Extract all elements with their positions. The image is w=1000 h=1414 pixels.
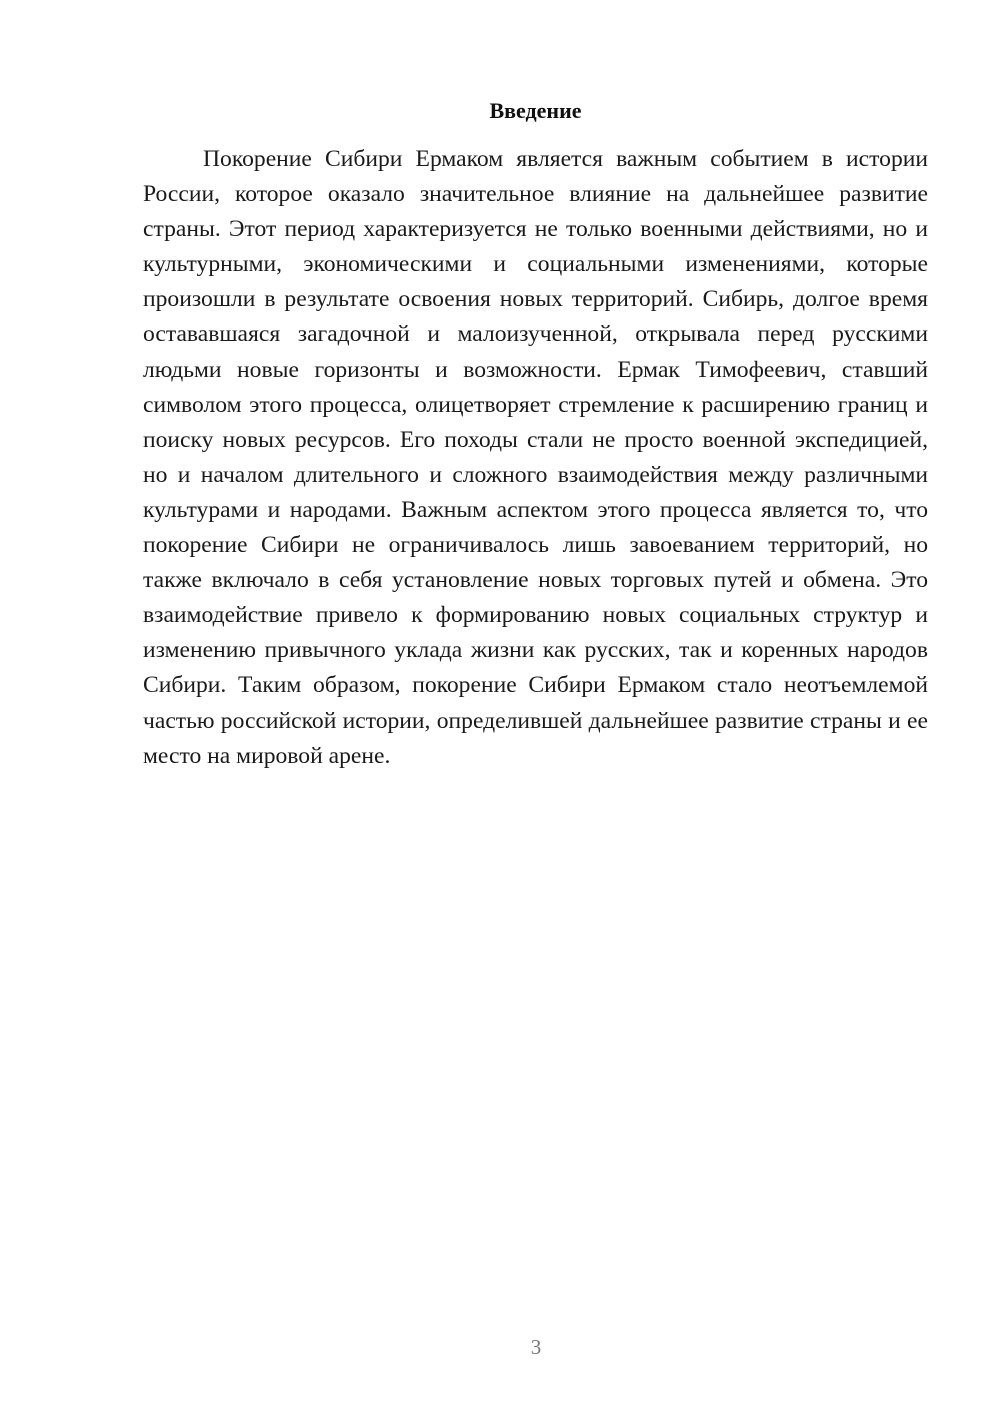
page-number: 3 xyxy=(530,1335,542,1359)
section-heading: Введение xyxy=(489,98,582,123)
body-paragraph: Покорение Сибири Ермаком является важным событием в истории России, которое оказало значительное влияние на дальнейшее развитие страны. Этот период характеризуется не только военными действиями, но и культурными, экономическими и социальными изменениями, которые произошли в результате освоения новых территорий. Сибирь, долгое время остававшаяся загадочной и малоизученной, открывала перед русскими людьми новые горизонты и возможности. Ермак Тимофеевич, ставший символом этого процесса, олицетворяет стремление к расширению границ и поиску новых ресурсов. Его походы стали не просто военной экспедицией, но и началом длительного и сложного взаимодействия между различными культурами и народами. Важным аспектом этого процесса является то, что покорение Сибири не ограничивалось лишь завоеванием территорий, но также включало в себя установление новых торговых путей и обмена. Это взаимодействие привело к формированию новых социальных структур и изменению привычного уклада жизни как русских, так и коренных народов Сибири. Таким образом, покорение Сибири Ермаком стало неотъемлемой частью российской истории, определившей дальнейшее развитие страны и ее место на мировой арене. xyxy=(143,146,928,769)
